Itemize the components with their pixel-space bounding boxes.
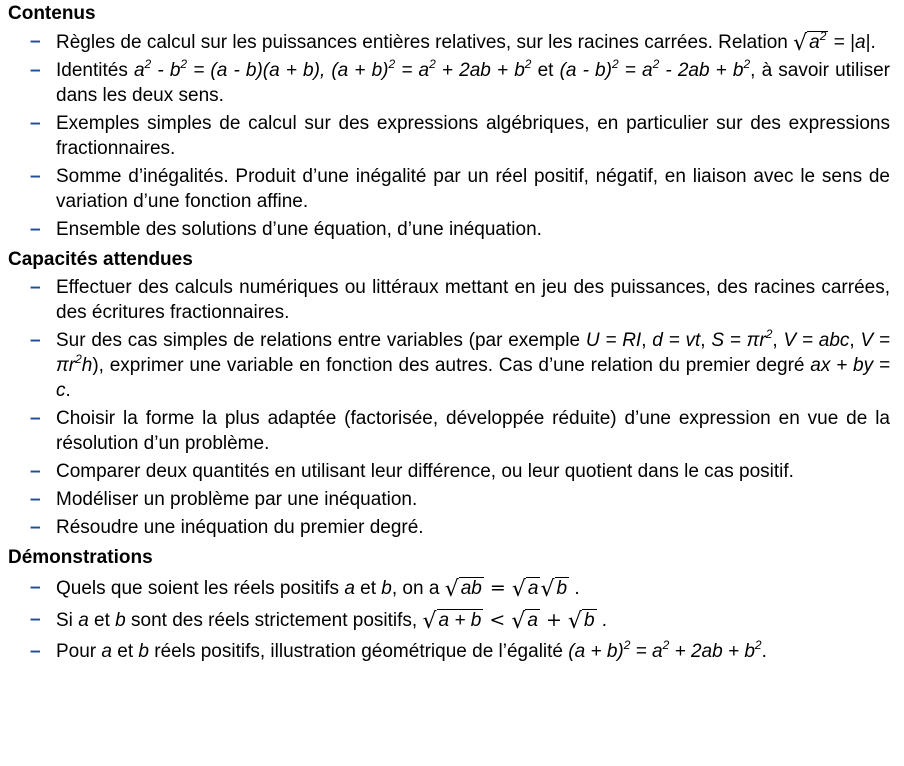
bullet-dash: –	[30, 517, 41, 538]
list-item: – Pour a et b réels positifs, illustration géométrique de l’égalité $(a + b)^2 = a^2 + 2ab + b^2$.	[30, 637, 767, 662]
bullet-dash: –	[30, 330, 41, 351]
contenus-list	[8, 29, 890, 242]
list-item: – Comparer deux quantités en utilisant leur différence, ou leur quotient dans le cas positif.	[30, 461, 794, 482]
list-item: – Choisir la forme la plus adaptée (factorisée, développée réduite) d’une expression en vue de la résolution d’un problème.	[30, 408, 890, 454]
bullet-dash: –	[30, 609, 41, 630]
bullet-dash: –	[30, 60, 41, 81]
list-item: – Règles de calcul sur les puissances entières relatives, sur les racines carrées. Relation √ $a^2 = |a|$.	[30, 28, 876, 56]
bullet-dash: –	[30, 489, 41, 510]
sqrt-expression: √ a + b	[422, 609, 482, 634]
bullet-dash: –	[30, 461, 41, 482]
bullet-dash: –	[30, 166, 41, 187]
bullet-dash: –	[30, 31, 41, 52]
sqrt-expression: √ a	[511, 577, 539, 602]
bullet-dash: –	[30, 408, 41, 429]
section-heading-contenus: Contenus	[8, 3, 96, 24]
list-item: – Somme d’inégalités. Produit d’une inégalité par un réel positif, négatif, en liaison avec le sens de variation d’une fonction affine.	[30, 166, 890, 212]
list-item: – Si a et b sont des réels strictement positifs, √ a + b < √ a + √ b .	[30, 609, 608, 634]
bullet-dash: –	[30, 577, 41, 598]
list-item: – Effectuer des calculs numériques ou littéraux mettant en jeu des puissances, des racines carrées, des écritures fractionnaires.	[30, 277, 890, 323]
list-item: – Exemples simples de calcul sur des expressions algébriques, en particulier sur des expressions fractionnaires.	[30, 113, 890, 159]
bullet-dash: –	[30, 219, 41, 240]
list-item: – Sur des cas simples de relations entre variables (par exemple U = RI, d = vt, $S = \pi r^2$, V = abc, $V = \pi r^2h$), exprimer une variable en fonction des autres. Cas d’une relation du premier degré ax + by = c.	[30, 326, 891, 401]
sqrt-expression: √ $a^2$	[793, 28, 827, 56]
section-heading-demonstrations: Démonstrations	[8, 547, 153, 568]
sqrt-expression: √ ab	[444, 577, 482, 602]
demonstrations-list	[8, 575, 890, 664]
sqrt-expression: √ b	[567, 609, 595, 634]
capacites-list	[8, 275, 890, 540]
list-item: – Résoudre une inéquation du premier degré.	[30, 517, 424, 538]
sqrt-expression: √ b	[540, 577, 568, 602]
bullet-dash: –	[30, 113, 41, 134]
list-item: – Identités $a^2 - b^2 = (a - b)(a + b)$, $(a + b)^2 = a^2 + 2ab + b^2$ et $(a - b)^2 = a^2 - 2ab + b^2$, à savoir utiliser dans les deux sens.	[30, 56, 890, 106]
sqrt-expression: √ a	[511, 609, 538, 634]
bullet-dash: –	[30, 277, 41, 298]
bullet-dash: –	[30, 641, 41, 662]
section-heading-capacites: Capacités attendues	[8, 249, 193, 270]
list-item: – Modéliser un problème par une inéquation.	[30, 489, 418, 510]
list-item: – Quels que soient les réels positifs a et b, on a √ ab = √ a√ b .	[30, 577, 580, 602]
list-item: – Ensemble des solutions d’une équation, d’une inéquation.	[30, 219, 542, 240]
